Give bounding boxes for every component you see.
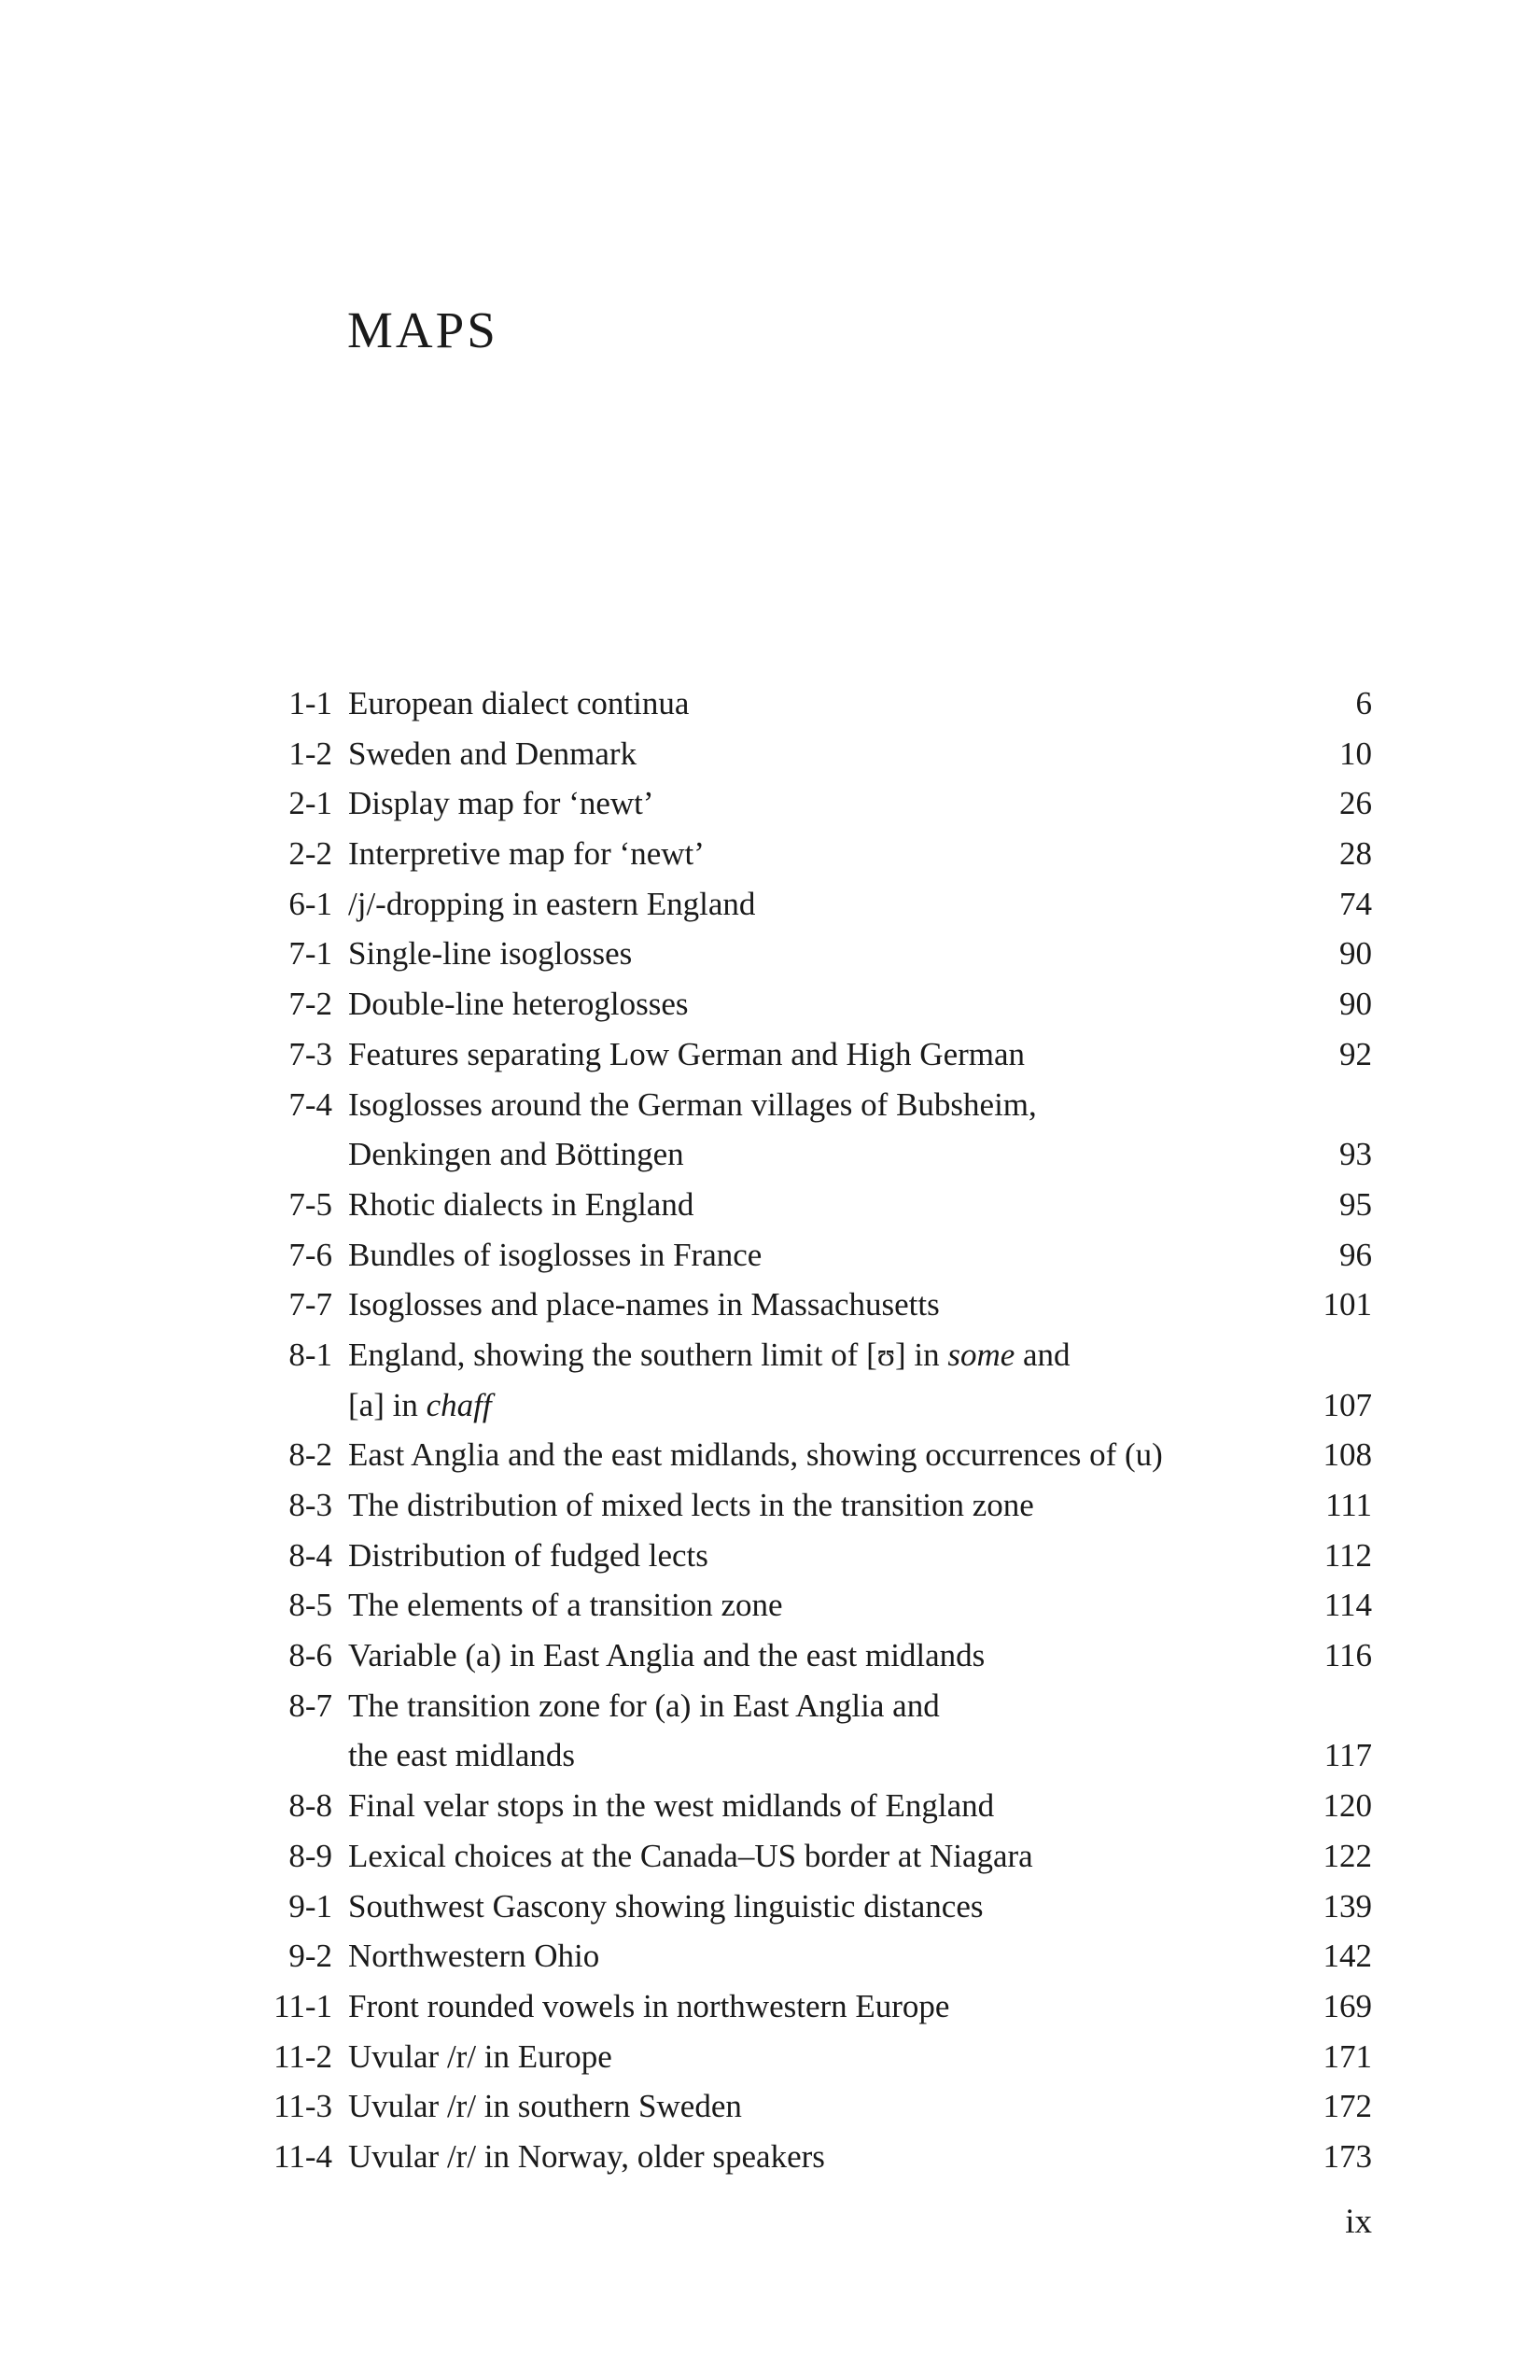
map-title-line: Lexical choices at the Canada–US border at Niagara [348,1837,1033,1874]
map-title [348,1480,1251,1531]
map-number: 8-3 [288,1487,332,1524]
map-title [348,1180,1251,1230]
toc-entry [224,1931,1372,1981]
map-title [348,1029,1251,1080]
page-ref: 171 [1323,2037,1372,2075]
page-title: MAPS [347,301,498,358]
toc-entry [224,2132,1372,2182]
map-title [348,929,1251,979]
page-ref: 142 [1323,1938,1372,1975]
page-ref: 114 [1323,1587,1372,1624]
map-number: 7-4 [288,1085,332,1123]
map-title [348,1580,1251,1631]
map-number: 1-1 [288,685,332,721]
map-title-line: Uvular /r/ in southern Sweden [348,2088,742,2125]
toc-entry [224,1781,1372,1831]
map-number: 11-1 [273,1987,332,2024]
page-ref: 107 [1323,1386,1372,1423]
map-title-line: Features separating Low German and High German [348,1035,1026,1072]
toc-entry [224,1882,1372,1932]
map-title [348,979,1251,1029]
map-number: 8-2 [288,1436,332,1474]
map-number: 1-2 [288,735,332,772]
map-number: 6-1 [288,885,332,922]
toc-entry [224,1280,1372,1330]
page-ref: 93 [1339,1136,1372,1173]
map-title-line: Bundles of isoglosses in France [348,1236,763,1273]
map-number: 11-4 [273,2137,332,2175]
map-title-line: Sweden and Denmark [348,735,637,772]
page-ref: 96 [1339,1236,1372,1273]
map-title [348,1230,1251,1281]
page-ref: 101 [1323,1286,1372,1323]
toc-entry [224,879,1372,930]
map-title-line: The distribution of mixed lects in the transition zone [348,1487,1034,1524]
toc-entry [224,2081,1372,2132]
map-number: 7-7 [288,1286,332,1323]
map-number: 9-1 [288,1887,332,1925]
page-ref: 92 [1339,1035,1372,1072]
map-number: 8-9 [288,1837,332,1874]
map-title [348,879,1251,930]
page-ref: 172 [1323,2088,1372,2125]
page-ref: 117 [1323,1737,1372,1774]
map-title-line: the east midlands [348,1737,576,1774]
map-title [348,1531,1251,1581]
map-title-line: Distribution of fudged lects [348,1536,708,1574]
map-title [348,2081,1251,2132]
toc-entry [224,778,1372,829]
map-title-line: /j/-dropping in eastern England [348,885,756,922]
map-number: 11-3 [273,2088,332,2125]
map-title [348,1831,1251,1882]
map-number: 8-7 [288,1687,332,1724]
page-ref: 112 [1323,1536,1372,1574]
map-title-line: European dialect continua [348,685,690,721]
map-number: 2-1 [288,785,332,822]
toc-entry [224,1681,1372,1781]
map-title-line: Southwest Gascony showing linguistic distances [348,1887,984,1925]
toc-entry [224,979,1372,1029]
page-ref: 108 [1323,1436,1372,1474]
map-number: 11-2 [273,2037,332,2075]
map-title [348,1681,1251,1781]
map-number: 8-8 [288,1787,332,1825]
toc-entry [224,1831,1372,1882]
map-number: 9-2 [288,1938,332,1975]
map-title-line: Denkingen and Böttingen [348,1136,684,1173]
toc-entry [224,1230,1372,1281]
toc-entry [224,729,1372,779]
page-ref: 26 [1339,785,1372,822]
page-ref: 74 [1339,885,1372,922]
page-ref: 6 [1355,684,1372,721]
toc-entry [224,2032,1372,2082]
toc-entry [224,1981,1372,2032]
map-title-line: Final velar stops in the west midlands of England [348,1787,995,1825]
map-title [348,1330,1251,1430]
page-ref: 90 [1339,935,1372,973]
map-title-line: Northwestern Ohio [348,1938,600,1975]
map-title-line: Interpretive map for ‘newt’ [348,835,705,873]
map-title [348,1430,1251,1480]
map-title [348,778,1251,829]
map-number: 8-6 [288,1637,332,1674]
toc-entry [224,1531,1372,1581]
map-title [348,1882,1251,1932]
map-number: 8-4 [288,1536,332,1574]
map-number: 8-5 [288,1587,332,1624]
map-title [348,1981,1251,2032]
toc-entry [224,1080,1372,1180]
map-title [348,1931,1251,1981]
map-title-line: Front rounded vowels in northwestern Europe [348,1987,950,2024]
map-title [348,1781,1251,1831]
map-number: 7-3 [288,1035,332,1072]
map-number: 7-6 [288,1236,332,1273]
page-ref: 28 [1339,835,1372,873]
map-title-line: Rhotic dialects in England [348,1185,694,1223]
map-title-line: East Anglia and the east midlands, showing occurrences of (u) [348,1436,1163,1474]
map-title [348,679,1251,729]
map-title-line: The transition zone for (a) in East Anglia and [348,1687,940,1724]
map-number: 7-2 [288,986,332,1023]
map-title-line: Single-line isoglosses [348,935,633,973]
map-number: 7-1 [288,935,332,973]
page-ref: 95 [1339,1185,1372,1223]
toc-entry [224,1430,1372,1480]
map-title-line: Isoglosses and place-names in Massachusetts [348,1286,940,1323]
toc-entry [224,929,1372,979]
list-of-maps [224,679,1372,2182]
map-title-line: The elements of a transition zone [348,1587,783,1624]
page-ref: 169 [1323,1987,1372,2024]
map-number: 2-2 [288,835,332,873]
map-title-line: Uvular /r/ in Europe [348,2037,612,2075]
page-ref: 120 [1323,1787,1372,1825]
map-title-line: Uvular /r/ in Norway, older speakers [348,2137,825,2175]
page-ref: 139 [1323,1887,1372,1925]
map-title [348,1080,1251,1180]
toc-entry [224,1180,1372,1230]
map-title [348,829,1251,879]
page-ref: 122 [1323,1837,1372,1874]
page-ref: 116 [1323,1637,1372,1674]
map-title-line: Double-line heteroglosses [348,986,689,1023]
map-title [348,1280,1251,1330]
map-number: 8-1 [288,1336,332,1373]
map-title-line: Display map for ‘newt’ [348,785,654,822]
map-title [348,2032,1251,2082]
page-ref: 10 [1339,735,1372,772]
map-title-line: England, showing the southern limit of [ʊ] in some and [348,1336,1071,1373]
map-title [348,729,1251,779]
map-title-line: [a] in chaff [348,1386,492,1423]
page-ref: 111 [1325,1487,1372,1524]
page-ref: 90 [1339,986,1372,1023]
toc-entry [224,1580,1372,1631]
page-number: ix [1345,2203,1372,2241]
toc-entry [224,1631,1372,1681]
toc-entry [224,1480,1372,1531]
map-title [348,2132,1251,2182]
map-title-line: Variable (a) in East Anglia and the east midlands [348,1637,986,1674]
page-ref: 173 [1323,2137,1372,2175]
toc-entry [224,1029,1372,1080]
map-title-line: Isoglosses around the German villages of Bubsheim, [348,1085,1037,1123]
map-title [348,1631,1251,1681]
map-number: 7-5 [288,1185,332,1223]
toc-entry [224,829,1372,879]
toc-entry [224,679,1372,729]
toc-entry [224,1330,1372,1430]
